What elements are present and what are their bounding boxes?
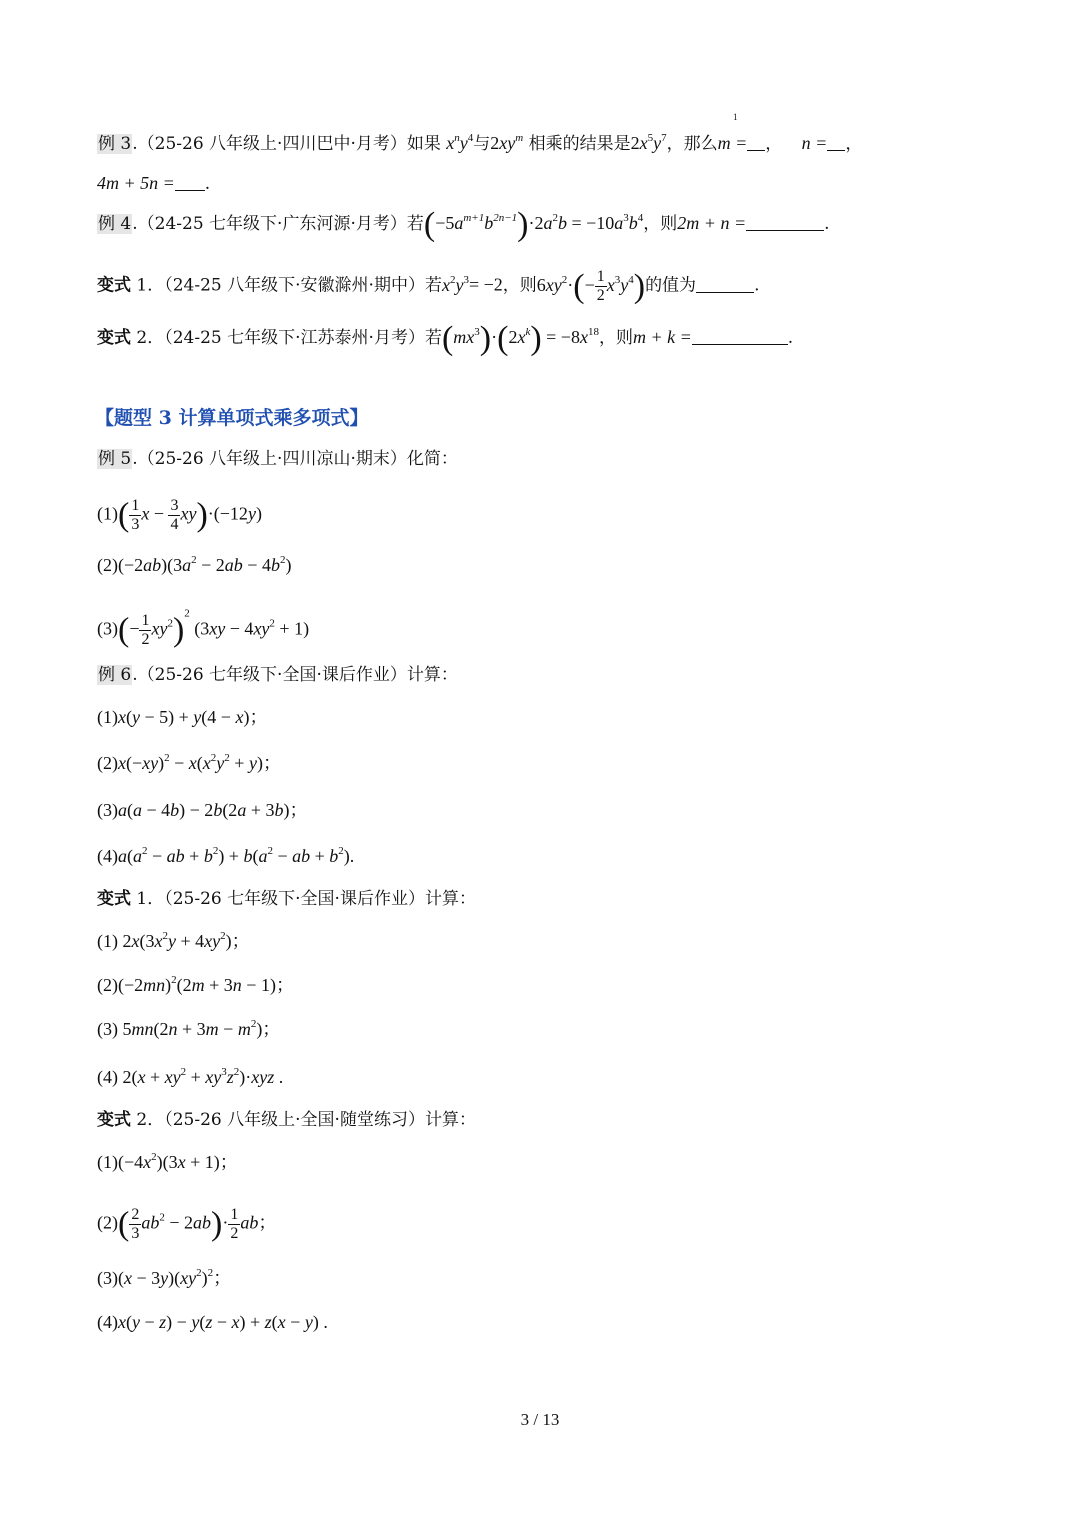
- expr-2: $2xy^m$: [490, 132, 524, 153]
- v1b-item-1: (1) $2x(3x^2y + 4xy^2)$；: [97, 930, 250, 951]
- example-4: 例 4.（24-25 七年级下·广东河源·月考）若$(-5a^{m+1}b^{2n-1})\cdot 2a^2b = -10a^3b^4$，则2m + n = .: [98, 205, 830, 243]
- ex6-item-2: $(2)x(-xy)^2 - x(x^2y^2 + y)$；: [97, 752, 281, 773]
- expr-v1a-cond: $x^2y^3$: [441, 273, 469, 295]
- answer-blank[interactable]: [175, 174, 205, 191]
- n-ask: n =: [801, 133, 828, 153]
- text-result: 相乘的结果是: [528, 134, 631, 154]
- text-then: ，则: [502, 275, 537, 296]
- text-then: ，那么: [666, 134, 718, 154]
- example-6-source: .（25-26 七年级下·全国·课后作业）计算：: [132, 665, 458, 685]
- page-number: 3 / 13: [520, 1410, 560, 1429]
- ex6-item-1: (1)x(y − 5) + y(4 − x)；: [97, 707, 268, 727]
- ex6-item-4: $(4)a(a^2$ − ab + $b^2) + b(a^2$ − ab + $b^2$).: [97, 845, 355, 866]
- ask-4m-5n: 4m + 5n =: [97, 173, 175, 193]
- answer-blank[interactable]: [747, 134, 765, 151]
- expr-v2a: $(mx^3)\cdot(2x^k) = -8x^{18}$: [441, 319, 599, 357]
- ask-value: 的值为: [645, 275, 697, 296]
- example-5-source: .（25-26 八年级上·四川凉山·期末）化简：: [132, 449, 458, 469]
- ex5-item-2: $(2)(-2ab)(3a^2 - 2ab - 4b^2)$: [97, 554, 292, 575]
- ex5-item-3: (3)(− $\frac{1}{2}$ $xy^2)^2$ $(3xy - 4xy^2 + 1)$: [97, 607, 310, 649]
- answer-blank[interactable]: [692, 328, 788, 345]
- variant-2b-label: 变式: [97, 1110, 131, 1130]
- v2b-item-2: (2)( $\frac{2}{3}$ $ab^2 - 2ab)\cdot$ $\frac{1}{2}$ ab；: [97, 1205, 277, 1243]
- v2b-item-3: $(3)(x - 3y)(xy^2)^2$；: [97, 1267, 232, 1288]
- stray-mark: 1: [733, 112, 738, 122]
- expr-ex4: $(-5a^{m+1}b^{2n-1})\cdot 2a^2b = -10a^3b^4$: [423, 205, 644, 243]
- m-ask: m =: [717, 133, 748, 153]
- example-5: [97, 447, 458, 471]
- v1b-item-3: (3) $5mn(2n + 3m - m^2)$；: [97, 1018, 281, 1039]
- variant-2b-source: 2．（25-26 八年级上·全国·随堂练习）计算：: [131, 1110, 476, 1130]
- ex6-item-3: (3)a(a − 4b) − 2b(2a + 3b)；: [97, 800, 308, 820]
- text-then: ，则: [598, 328, 633, 348]
- variant-1a-label: 变式: [97, 275, 131, 296]
- example-3: 例 3.（25-26 八年级上·四川巴中·月考）如果 $x^ny^4$与$2xy^m$ 相乘的结果是$2x^5y^7$，那么m = ， n = ，: [98, 132, 863, 154]
- cond-value: = −2: [468, 274, 503, 295]
- variant-1a: 变式 1．（24-25 八年级下·安徽滁州·期中）若$x^2y^3= -2$，则$6xy^2\cdot(-$ $\frac{1}{2}$ $x^3y^4$)的值为 .: [97, 267, 760, 305]
- variant-1b-source: 1．（25-26 七年级下·全国·课后作业）计算：: [131, 889, 476, 909]
- section-heading: 【题型 3 计算单项式乘多项式】: [95, 407, 369, 429]
- v1b-item-2: $(2)(-2mn)^2(2m + 3n - 1)$；: [97, 974, 294, 995]
- variant-2a: 变式 2．（24-25 七年级下·江苏泰州·月考）若$(mx^3)\cdot(2x^k) = -8x^{18}$，则m + k = .: [97, 319, 794, 357]
- text-then: ，则: [643, 214, 678, 234]
- example-6: [97, 663, 458, 687]
- answer-blank[interactable]: [827, 134, 845, 151]
- v1b-item-4: (4) $2(x + xy^2 + xy^3z^2)\cdot xyz$ .: [97, 1066, 284, 1087]
- example-4-source: .（24-25 七年级下·广东河源·月考）若: [132, 214, 424, 234]
- answer-blank[interactable]: [746, 214, 824, 231]
- ask-2m-n: 2m + n =: [677, 213, 747, 233]
- answer-blank[interactable]: [696, 276, 754, 293]
- v2b-item-1: $(1)(-4x^2)(3x + 1)$；: [97, 1151, 238, 1172]
- example-5-label: 例 5: [98, 449, 132, 469]
- example-3-line-2: 4m + 5n = .: [97, 173, 211, 194]
- variant-1b: [97, 887, 476, 911]
- text-and: 与: [473, 134, 491, 154]
- expr-1: $x^ny^4$: [446, 132, 474, 153]
- example-3-source: .（25-26 八年级上·四川巴中·月考）如果: [132, 134, 441, 154]
- ex5-item-1: (1)( $\frac{1}{3}$ x − $\frac{3}{4}$ xy)·(−12y): [97, 496, 262, 534]
- example-6-label: 例 6: [98, 665, 132, 685]
- variant-1a-source: 1．（24-25 八年级下·安徽滁州·期中）若: [131, 275, 442, 296]
- ask-m-k: m + k =: [632, 327, 692, 347]
- variant-2b: [97, 1108, 476, 1132]
- variant-2a-source: 2．（24-25 七年级下·江苏泰州·月考）若: [131, 328, 442, 348]
- example-4-label: 例 4: [98, 214, 132, 234]
- variant-1b-label: 变式: [97, 889, 131, 909]
- expr-3: $2x^5y^7$: [630, 132, 667, 153]
- example-3-label: 例 3: [98, 134, 132, 154]
- variant-2a-label: 变式: [97, 328, 131, 348]
- v2b-item-4: (4)x(y − z) − y(z − x) + z(x − y) .: [97, 1312, 328, 1332]
- expr-v1a: $6xy^2\cdot(-$ $\frac{1}{2}$ $x^3y^4$): [536, 267, 646, 305]
